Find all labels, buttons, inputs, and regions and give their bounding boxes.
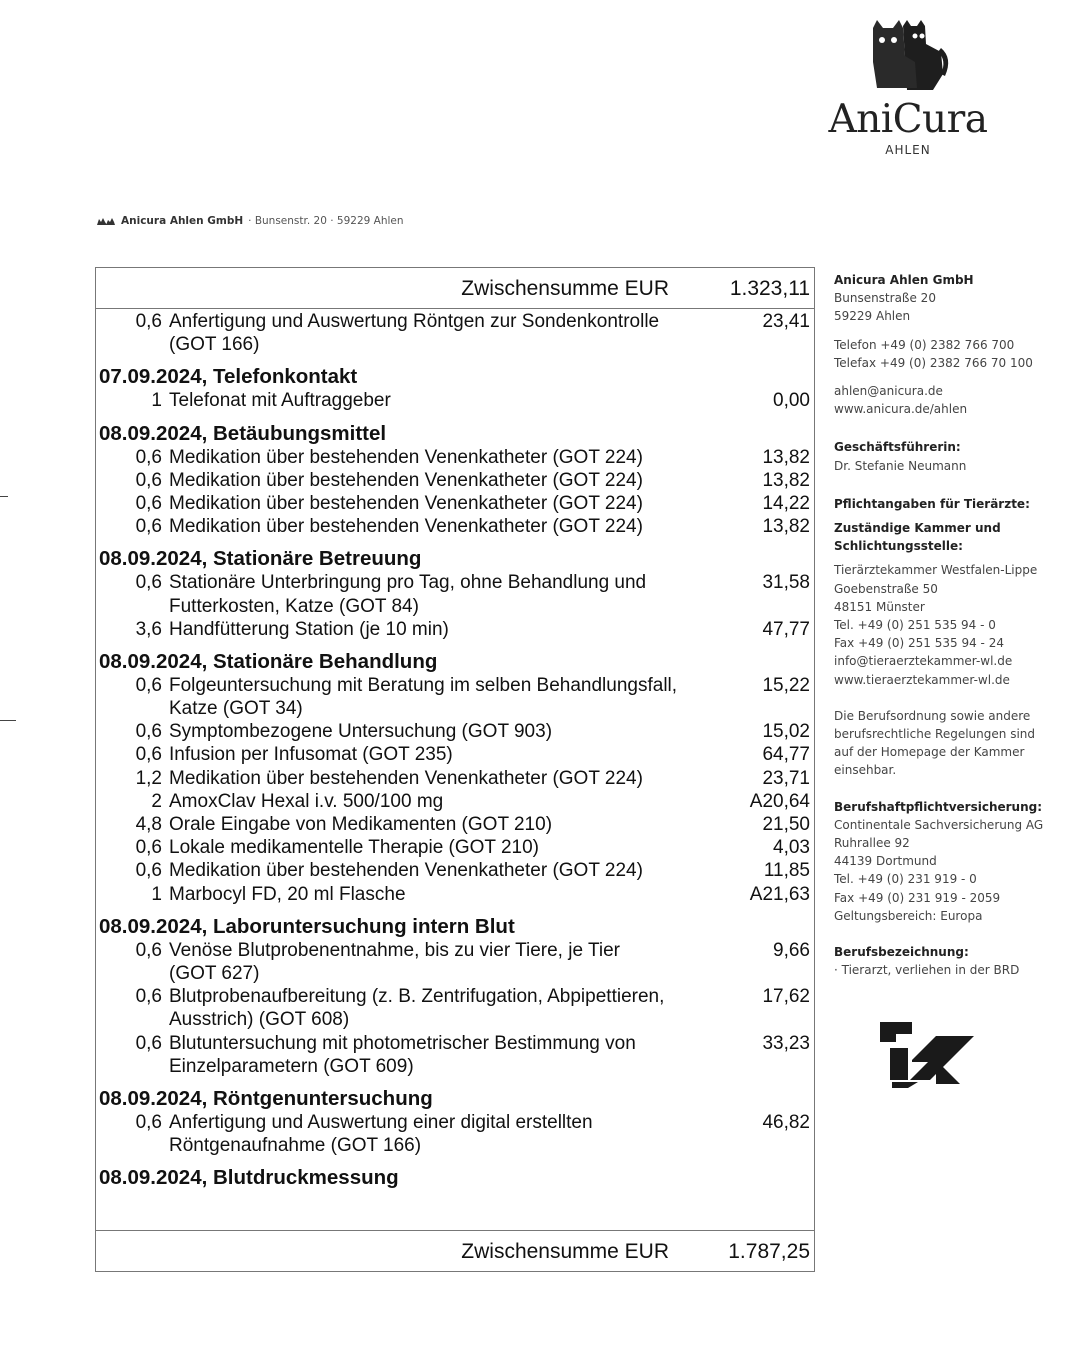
section-heading: 08.09.2024, Betäubungsmittel [99,421,387,445]
item-amount: 15,02 [762,721,810,743]
item-description: Blutprobenaufbereitung (z. B. Zentrifugation, Abpipettieren, [169,986,665,1008]
item-amount: A20,64 [749,790,810,812]
info-insurance-line: Continentale Sachversicherung AG [834,817,1044,832]
section-heading: 07.09.2024, Telefonkontakt [99,365,358,389]
item-quantity: 1 [151,390,162,412]
line-item [96,720,814,743]
item-description: Medikation über bestehenden Venenkatheter (GOT 224) [169,446,643,468]
sender-address: · Bunsenstr. 20 · 59229 Ahlen [248,215,404,227]
line-item [96,618,814,641]
info-insurance-line: Tel. +49 (0) 231 919 - 0 [834,872,977,887]
item-description: Infusion per Infusomat (GOT 235) [169,744,453,766]
item-amount: 64,77 [762,744,810,766]
item-description-continued: Katze (GOT 34) [169,698,303,720]
item-description: Symptombezogene Untersuchung (GOT 903) [169,721,553,743]
section-heading: 08.09.2024, Blutdruckmessung [99,1166,399,1190]
line-item-continuation [96,1055,814,1078]
item-quantity: 1,2 [135,767,162,789]
line-item [96,492,814,515]
item-description: Folgeuntersuchung mit Beratung im selben Behandlungsfall, [169,674,678,696]
sender-company: Anicura Ahlen GmbH [121,215,244,227]
line-item [96,310,814,333]
item-description-continued: Futterkosten, Katze (GOT 84) [169,595,419,617]
item-description: Anfertigung und Auswertung einer digital erstellten [169,1111,593,1133]
item-amount: 11,85 [763,860,810,882]
info-insurance-line: Ruhrallee 92 [834,836,910,851]
item-description: Handfütterung Station (je 10 min) [169,618,449,640]
item-amount: 23,71 [762,767,810,789]
line-item [96,939,814,962]
item-amount: 23,41 [762,311,810,332]
item-amount: 0,00 [773,390,810,412]
item-amount: 46,82 [762,1111,810,1133]
info-insurance-line: Fax +49 (0) 231 919 - 2059 [834,890,1001,905]
info-chamber-line: 48151 Münster [834,599,925,614]
scan-edge-mark [0,496,8,497]
item-description: Marbocyl FD, 20 ml Flasche [169,883,406,905]
line-item [96,813,814,836]
section-heading: 08.09.2024, Laboruntersuchung intern Blut [99,914,515,938]
info-insurance-line: Geltungsbereich: Europa [834,908,983,923]
info-phone: Telefon +49 (0) 2382 766 700 [834,337,1015,352]
cats-logo-icon [863,18,953,96]
item-quantity: 0,6 [135,469,162,491]
info-rules-line: berufsrechtliche Regelungen sind [834,727,1035,742]
info-rules-line: einsehbar. [834,763,897,778]
item-amount: 15,22 [762,674,810,696]
info-chamber-line: Tel. +49 (0) 251 535 94 - 0 [834,618,996,633]
subtotal-label: Zwischensumme EUR [461,1240,669,1263]
logo-wordmark: AniCura [828,97,988,142]
item-quantity: 0,6 [135,837,162,859]
item-amount: 9,66 [773,939,810,961]
item-quantity: 0,6 [135,721,162,743]
info-profession-label: Berufsbezeichnung: [834,945,969,960]
line-item [96,743,814,766]
info-website: www.anicura.de/ahlen [834,402,968,417]
item-quantity: 0,6 [135,1032,162,1054]
line-item [96,1032,814,1055]
info-rules-line: auf der Homepage der Kammer [834,745,1025,760]
item-amount: 13,82 [762,446,810,468]
subtotal-top-row [96,268,814,309]
subtotal-label: Zwischensumme EUR [461,277,669,300]
item-quantity: 0,6 [135,311,162,332]
subtotal-value: 1.323,11 [729,277,810,300]
item-amount: 14,22 [762,492,810,514]
info-vet-duties-label: Pflichtangaben für Tierärzte: [834,496,1030,511]
line-item [96,859,814,882]
item-amount: A21,63 [749,883,810,905]
item-quantity: 0,6 [135,516,162,538]
item-amount: 31,58 [762,572,810,594]
info-rules-line: Die Berufsordnung sowie andere [834,708,1031,723]
line-item-continuation [96,962,814,985]
info-fax: Telefax +49 (0) 2382 766 70 100 [834,355,1033,370]
line-item [96,767,814,790]
item-description: Lokale medikamentelle Therapie (GOT 210) [169,837,539,859]
item-amount: 4,03 [773,837,810,859]
invoice-lines [96,310,814,1190]
info-city: 59229 Ahlen [834,309,911,324]
info-chamber-line: Tierärztekammer Westfalen-Lippe [834,563,1038,578]
section-heading: 08.09.2024, Stationäre Betreuung [99,547,422,571]
section-heading: 08.09.2024, Röntgenuntersuchung [99,1086,433,1110]
item-description: Orale Eingabe von Medikamenten (GOT 210) [169,814,553,835]
line-item [96,469,814,492]
item-amount: 33,23 [762,1032,810,1054]
item-quantity: 0,6 [135,492,162,514]
small-cats-icon [96,216,116,226]
line-item [96,571,814,594]
info-management-label: Geschäftsführerin: [834,440,961,455]
logo-location: AHLEN [885,143,931,157]
line-item [96,515,814,538]
item-quantity: 4,8 [135,814,162,835]
line-item-continuation [96,333,814,356]
info-insurance-line: 44139 Dortmund [834,854,937,869]
scan-edge-mark [0,720,16,721]
info-management-name: Dr. Stefanie Neumann [834,458,967,473]
subtotal-bottom-row [96,1230,814,1271]
line-item [96,389,814,412]
item-quantity: 3,6 [135,618,162,640]
item-quantity: 0,6 [135,572,162,594]
item-quantity: 0,6 [135,674,162,696]
info-chamber-line: info@tieraerztekammer-wl.de [834,654,1013,669]
info-chamber-label: Zuständige Kammer und [834,521,1001,536]
item-quantity: 0,6 [135,939,162,961]
info-chamber-line: Goebenstraße 50 [834,581,938,596]
info-company-name: Anicura Ahlen GmbH [834,273,974,287]
sender-line [96,215,404,227]
item-description: Venöse Blutprobenentnahme, bis zu vier Tiere, je Tier [169,939,620,961]
line-item-continuation [96,595,814,618]
item-description-continued: Röntgenaufnahme (GOT 166) [169,1135,422,1157]
line-item [96,446,814,469]
item-amount: 21,50 [762,814,810,835]
info-chamber-label: Schlichtungsstelle: [834,539,963,554]
item-description: Blutuntersuchung mit photometrischer Bestimmung von [169,1032,636,1054]
info-insurance-label: Berufshaftpflichtversicherung: [834,799,1043,814]
item-amount: 47,77 [762,618,810,640]
line-item [96,674,814,697]
anicura-logo [828,18,988,157]
item-amount: 17,62 [762,986,810,1008]
item-description-continued: Einzelparametern (GOT 609) [169,1055,414,1077]
item-description-continued: (GOT 627) [169,962,260,984]
item-description: Medikation über bestehenden Venenkatheter (GOT 224) [169,767,643,789]
line-item-continuation [96,1008,814,1031]
line-item-continuation [96,1134,814,1157]
item-description: Telefonat mit Auftraggeber [169,390,391,412]
chamber-logo-icon [878,1020,978,1090]
invoice-table [95,267,815,1272]
item-quantity: 1 [151,883,162,905]
item-description: Stationäre Unterbringung pro Tag, ohne Behandlung und [169,572,647,594]
company-info-column [834,271,1064,980]
section-heading: 08.09.2024, Stationäre Behandlung [99,649,438,673]
item-quantity: 0,6 [135,986,162,1008]
line-item [96,985,814,1008]
item-quantity: 0,6 [135,446,162,468]
item-amount: 13,82 [762,516,810,538]
line-item-continuation [96,697,814,720]
info-chamber-line: Fax +49 (0) 251 535 94 - 24 [834,636,1004,651]
line-item [96,790,814,813]
line-item [96,1111,814,1134]
item-quantity: 2 [151,790,162,812]
item-description: Medikation über bestehenden Venenkatheter (GOT 224) [169,492,643,514]
item-description: Anfertigung und Auswertung Röntgen zur Sondenkontrolle [169,311,660,332]
line-item [96,883,814,906]
item-description: AmoxClav Hexal i.v. 500/100 mg [169,790,444,812]
line-item [96,836,814,859]
subtotal-value: 1.787,25 [728,1240,810,1263]
info-street: Bunsenstraße 20 [834,291,936,306]
item-description: Medikation über bestehenden Venenkatheter (GOT 224) [169,469,643,491]
item-description-continued: Ausstrich) (GOT 608) [169,1009,350,1031]
item-description: Medikation über bestehenden Venenkatheter (GOT 224) [169,860,643,882]
item-description: Medikation über bestehenden Venenkatheter (GOT 224) [169,516,643,538]
item-quantity: 0,6 [135,860,162,882]
item-quantity: 0,6 [135,744,162,766]
item-description-continued: (GOT 166) [169,334,260,356]
info-email: ahlen@anicura.de [834,384,943,399]
item-quantity: 0,6 [135,1111,162,1133]
info-profession-value: · Tierarzt, verliehen in der BRD [834,963,1020,978]
item-amount: 13,82 [762,469,810,491]
info-chamber-line: www.tieraerztekammer-wl.de [834,672,1010,687]
